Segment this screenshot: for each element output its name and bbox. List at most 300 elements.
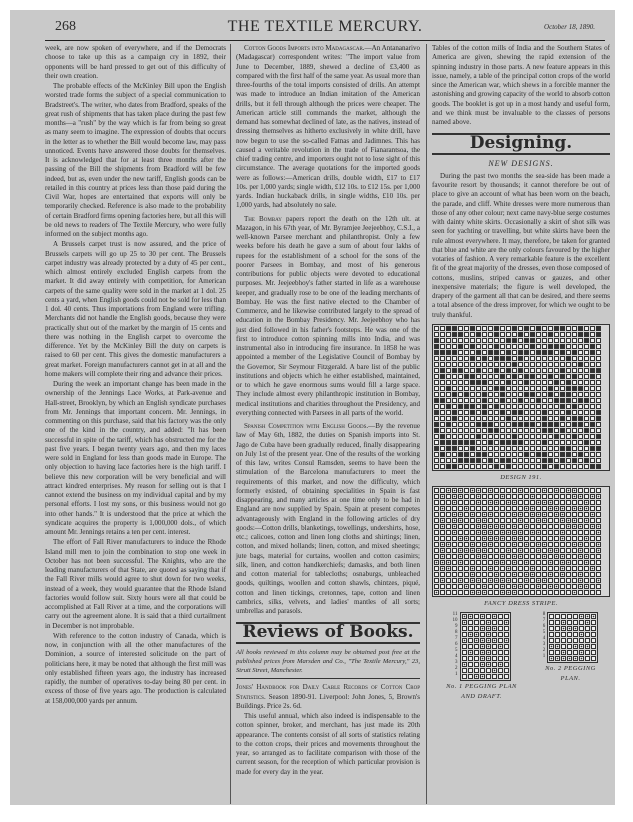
weave-cell	[584, 410, 589, 415]
weave-cell	[536, 350, 541, 355]
weave-cell	[578, 524, 583, 529]
weave-cell	[476, 584, 481, 589]
weave-cell	[530, 536, 535, 541]
weave-cell	[566, 512, 571, 517]
weave-cell	[480, 614, 485, 619]
weave-cell	[584, 434, 589, 439]
weave-cell	[464, 506, 469, 511]
weave-cell	[596, 506, 601, 511]
weave-cell	[434, 548, 439, 553]
weave-cell	[536, 590, 541, 595]
weave-cell	[548, 416, 553, 421]
weave-cell	[548, 434, 553, 439]
weave-cell	[488, 518, 493, 523]
weave-cell	[452, 518, 457, 523]
weave-cell	[464, 368, 469, 373]
weave-cell	[560, 560, 565, 565]
weave-cell	[464, 434, 469, 439]
weave-cell	[476, 530, 481, 535]
weave-cell	[512, 500, 517, 505]
weave-cell	[464, 572, 469, 577]
weave-cell	[572, 512, 577, 517]
row-number: 6	[542, 624, 546, 630]
weave-cell	[542, 374, 547, 379]
weave-cell	[524, 350, 529, 355]
weave-cell	[476, 374, 481, 379]
weave-cell	[524, 566, 529, 571]
weave-cell	[470, 422, 475, 427]
weave-cell	[494, 338, 499, 343]
weave-cell	[488, 566, 493, 571]
weave-cell	[488, 458, 493, 463]
weave-cell	[591, 656, 596, 661]
weave-cell	[446, 554, 451, 559]
weave-cell	[530, 434, 535, 439]
weave-cell	[488, 590, 493, 595]
weave-cell	[566, 428, 571, 433]
weave-cell	[560, 518, 565, 523]
weave-cell	[572, 350, 577, 355]
weave-cell	[494, 536, 499, 541]
weave-cell	[476, 380, 481, 385]
weave-cell	[536, 500, 541, 505]
row-number: 8	[542, 612, 546, 618]
pegging-plan-1-grid	[460, 612, 511, 681]
weave-cell	[500, 404, 505, 409]
weave-cell	[518, 380, 523, 385]
weave-cell	[572, 572, 577, 577]
weave-cell	[554, 374, 559, 379]
pegging-plan-1	[442, 612, 522, 705]
weave-cell	[554, 440, 559, 445]
weave-cell	[434, 362, 439, 367]
weave-cell	[596, 512, 601, 517]
weave-cell	[446, 548, 451, 553]
weave-cell	[482, 380, 487, 385]
weave-cell	[482, 446, 487, 451]
article-paragraph: With reference to the cotton industry of Canada, which is now, in conjunction with all the other manufactures of the Dominion, a source of interested solicitude on the part of politicians here, it may be noted that although the first mill was only established fifteen years ago, the industry has increased rapidly, the number of operatives to-day being 80 per cent. in excess of those of five years ago. The production is calculated at 158,000,000 yards per annum.	[45, 631, 226, 705]
weave-cell	[494, 410, 499, 415]
weave-cell	[434, 332, 439, 337]
article-heading: Spanish Competition with English Goods.—	[244, 422, 376, 430]
weave-cell	[440, 512, 445, 517]
weave-cell	[530, 560, 535, 565]
weave-cell	[434, 404, 439, 409]
weave-cell	[434, 518, 439, 523]
weave-cell	[518, 518, 523, 523]
weave-cell	[524, 536, 529, 541]
weave-cell	[468, 656, 473, 661]
weave-cell	[512, 380, 517, 385]
weave-cell	[578, 578, 583, 583]
weave-cell	[500, 518, 505, 523]
weave-cell	[476, 500, 481, 505]
weave-cell	[492, 650, 497, 655]
weave-cell	[512, 362, 517, 367]
page-number: 268	[55, 19, 76, 34]
weave-cell	[560, 344, 565, 349]
weave-cell	[524, 518, 529, 523]
weave-cell	[512, 356, 517, 361]
weave-cell	[452, 554, 457, 559]
weave-cell	[446, 536, 451, 541]
weave-cell	[440, 434, 445, 439]
weave-cell	[434, 542, 439, 547]
weave-cell	[524, 410, 529, 415]
weave-cell	[440, 350, 445, 355]
weave-cell	[512, 512, 517, 517]
weave-cell	[486, 668, 491, 673]
weave-cell	[434, 344, 439, 349]
masthead-title: THE TEXTILE MERCURY.	[227, 18, 423, 35]
weave-cell	[458, 386, 463, 391]
weave-cell	[530, 368, 535, 373]
weave-cell	[476, 542, 481, 547]
weave-cell	[572, 326, 577, 331]
weave-cell	[506, 338, 511, 343]
weave-cell	[578, 428, 583, 433]
weave-cell	[566, 338, 571, 343]
weave-cell	[579, 644, 584, 649]
weave-cell	[518, 392, 523, 397]
weave-cell	[536, 548, 541, 553]
weave-cell	[566, 392, 571, 397]
weave-cell	[530, 500, 535, 505]
weave-cell	[440, 398, 445, 403]
weave-cell	[518, 536, 523, 541]
weave-cell	[518, 458, 523, 463]
weave-cell	[590, 344, 595, 349]
weave-cell	[536, 332, 541, 337]
row-number: 8	[455, 630, 458, 636]
weave-cell	[572, 440, 577, 445]
weave-cell	[518, 338, 523, 343]
weave-cell	[584, 422, 589, 427]
weave-cell	[554, 404, 559, 409]
weave-cell	[524, 332, 529, 337]
weave-cell	[476, 458, 481, 463]
weave-cell	[590, 416, 595, 421]
weave-cell	[518, 428, 523, 433]
weave-cell	[486, 644, 491, 649]
weave-cell	[464, 590, 469, 595]
weave-cell	[440, 404, 445, 409]
weave-cell	[536, 452, 541, 457]
weave-cell	[578, 452, 583, 457]
weave-cell	[434, 500, 439, 505]
weave-cell	[590, 512, 595, 517]
weave-cell	[462, 650, 467, 655]
weave-cell	[488, 386, 493, 391]
weave-cell	[512, 392, 517, 397]
weave-cell	[440, 542, 445, 547]
weave-cell	[500, 452, 505, 457]
weave-cell	[452, 494, 457, 499]
weave-cell	[440, 500, 445, 505]
weave-cell	[536, 416, 541, 421]
weave-cell	[536, 572, 541, 577]
weave-cell	[596, 338, 601, 343]
weave-cell	[524, 356, 529, 361]
weave-cell	[524, 488, 529, 493]
weave-cell	[452, 524, 457, 529]
weave-cell	[567, 656, 572, 661]
weave-cell	[440, 554, 445, 559]
weave-cell	[504, 614, 509, 619]
weave-cell	[468, 674, 473, 679]
weave-cell	[440, 368, 445, 373]
weave-cell	[518, 332, 523, 337]
weave-cell	[458, 548, 463, 553]
weave-cell	[554, 590, 559, 595]
weave-cell	[486, 650, 491, 655]
weave-cell	[596, 344, 601, 349]
weave-cell	[518, 446, 523, 451]
weave-cell	[452, 500, 457, 505]
weave-cell	[464, 326, 469, 331]
weave-cell	[572, 530, 577, 535]
weave-cell	[554, 434, 559, 439]
weave-cell	[542, 362, 547, 367]
weave-cell	[494, 332, 499, 337]
weave-cell	[596, 326, 601, 331]
weave-cell	[566, 362, 571, 367]
weave-cell	[572, 548, 577, 553]
weave-cell	[561, 656, 566, 661]
weave-cell	[470, 530, 475, 535]
weave-cell	[578, 542, 583, 547]
weave-cell	[500, 410, 505, 415]
weave-cell	[452, 452, 457, 457]
weave-cell	[446, 392, 451, 397]
weave-cell	[585, 650, 590, 655]
weave-cell	[488, 332, 493, 337]
weave-cell	[464, 458, 469, 463]
weave-cell	[536, 584, 541, 589]
weave-cell	[488, 530, 493, 535]
weave-cell	[464, 380, 469, 385]
weave-cell	[518, 506, 523, 511]
weave-cell	[578, 548, 583, 553]
weave-cell	[584, 548, 589, 553]
weave-cell	[486, 638, 491, 643]
weave-cell	[555, 638, 560, 643]
weave-cell	[506, 572, 511, 577]
weave-cell	[452, 566, 457, 571]
weave-cell	[548, 554, 553, 559]
weave-cell	[566, 578, 571, 583]
weave-cell	[464, 536, 469, 541]
weave-cell	[494, 356, 499, 361]
weave-cell	[560, 362, 565, 367]
weave-cell	[452, 338, 457, 343]
weave-cell	[504, 644, 509, 649]
weave-cell	[567, 620, 572, 625]
weave-cell	[470, 434, 475, 439]
weave-cell	[512, 338, 517, 343]
weave-cell	[462, 614, 467, 619]
weave-cell	[518, 410, 523, 415]
weave-cell	[464, 356, 469, 361]
weave-cell	[518, 572, 523, 577]
weave-cell	[494, 506, 499, 511]
weave-cell	[584, 488, 589, 493]
weave-cell	[596, 536, 601, 541]
weave-cell	[560, 392, 565, 397]
weave-cell	[488, 422, 493, 427]
weave-cell	[494, 452, 499, 457]
book-review: This useful annual, which also indeed is indispensable to the cotton spinner, broker, and merchant, has just made its 20th appearance. The contents consist of all sorts of statistics relating to the cotton crops, their prices and movements throughout the year, so arranged as to facilitate comparison with those of the current season, for the reception of which particular provision is made for every day in the year.	[236, 712, 420, 776]
weave-cell	[554, 554, 559, 559]
weave-cell	[458, 560, 463, 565]
weave-cell	[452, 374, 457, 379]
weave-cell	[464, 398, 469, 403]
weave-cell	[584, 584, 589, 589]
weave-cell	[512, 416, 517, 421]
weave-cell	[488, 440, 493, 445]
weave-cell	[434, 560, 439, 565]
weave-cell	[584, 458, 589, 463]
weave-cell	[548, 494, 553, 499]
weave-cell	[572, 410, 577, 415]
weave-cell	[560, 530, 565, 535]
weave-cell	[488, 452, 493, 457]
weave-cell	[434, 422, 439, 427]
weave-cell	[500, 590, 505, 595]
weave-cell	[548, 524, 553, 529]
weave-cell	[480, 632, 485, 637]
weave-cell	[458, 458, 463, 463]
weave-cell	[584, 344, 589, 349]
weave-cell	[500, 362, 505, 367]
weave-cell	[585, 656, 590, 661]
weave-cell	[549, 644, 554, 649]
weave-cell	[492, 626, 497, 631]
weave-cell	[572, 542, 577, 547]
weave-cell	[464, 488, 469, 493]
weave-cell	[492, 668, 497, 673]
weave-cell	[482, 458, 487, 463]
weave-cell	[452, 512, 457, 517]
weave-cell	[482, 398, 487, 403]
weave-cell	[573, 614, 578, 619]
weave-cell	[518, 542, 523, 547]
weave-cell	[584, 506, 589, 511]
weave-cell	[585, 632, 590, 637]
weave-cell	[578, 422, 583, 427]
weave-cell	[518, 554, 523, 559]
weave-cell	[566, 494, 571, 499]
weave-cell	[458, 368, 463, 373]
weave-cell	[482, 554, 487, 559]
weave-cell	[500, 374, 505, 379]
weave-cell	[464, 404, 469, 409]
weave-cell	[596, 386, 601, 391]
weave-cell	[494, 530, 499, 535]
weave-cell	[548, 338, 553, 343]
weave-cell	[506, 326, 511, 331]
weave-cell	[482, 338, 487, 343]
weave-cell	[518, 464, 523, 469]
weave-cell	[561, 620, 566, 625]
weave-cell	[482, 542, 487, 547]
weave-cell	[590, 548, 595, 553]
weave-cell	[524, 416, 529, 421]
weave-cell	[504, 656, 509, 661]
weave-cell	[560, 422, 565, 427]
weave-cell	[549, 626, 554, 631]
weave-cell	[482, 416, 487, 421]
weave-cell	[506, 380, 511, 385]
weave-cell	[488, 548, 493, 553]
weave-cell	[542, 500, 547, 505]
weave-cell	[549, 638, 554, 643]
weave-cell	[591, 614, 596, 619]
weave-cell	[500, 440, 505, 445]
weave-cell	[488, 506, 493, 511]
weave-cell	[542, 560, 547, 565]
weave-cell	[440, 326, 445, 331]
weave-cell	[440, 494, 445, 499]
weave-cell	[536, 554, 541, 559]
weave-cell	[578, 332, 583, 337]
weave-cell	[474, 668, 479, 673]
weave-cell	[596, 578, 601, 583]
weave-cell	[542, 590, 547, 595]
weave-cell	[590, 368, 595, 373]
weave-cell	[524, 368, 529, 373]
weave-cell	[536, 392, 541, 397]
weave-cell	[480, 662, 485, 667]
weave-cell	[434, 494, 439, 499]
weave-cell	[530, 578, 535, 583]
article-body: papers report the death on the 12th ult. at Mazagon, in his 67th year, of Mr. Byramjee Jeejeebhoy, C.S.I., a well-known Parsee merchant and philanthropist. Only a few weeks before his death he gave a sum of about four lakhs of rupees for the establishment of a school for the sons of the poorer Parsees in Bombay, and most of his generous contributions for public objects were devoted to educational purposes. Mr. Jeejeebhoy's father started in life as a warehouse keeper, and gradually rose to be one of the leading merchants of Bombay. He was the first native elected to the Chamber of Commerce, and he likewise contributed largely to the spread of education in the Bombay Presidency. Mr. Jeejeebhoy who has just died followed in his father's footsteps. He was one of the first to introduce cotton spinning mills into India, and was instrumental also in introducing fire insurance. In 1858 he was appointed a member of the Legislative Council of Bombay by the Governor, Sir Seymour Fitzgerald. A bare list of the public institutions and objects which he either established, maintained, or to which he gave enormous sums would fill a large space. They include almost every philanthropic institution in Bombay, medical institutions and charities throughout the Presidency, and everything connected with Parsees in all parts of the world.	[236, 214, 420, 417]
weave-cell	[512, 422, 517, 427]
weave-cell	[494, 434, 499, 439]
weave-cell	[458, 590, 463, 595]
weave-cell	[524, 398, 529, 403]
weave-cell	[518, 578, 523, 583]
weave-cell	[566, 374, 571, 379]
weave-cell	[560, 452, 565, 457]
weave-cell	[572, 356, 577, 361]
weave-cell	[542, 506, 547, 511]
weave-cell	[492, 620, 497, 625]
weave-cell	[560, 572, 565, 577]
weave-cell	[524, 572, 529, 577]
weave-cell	[476, 404, 481, 409]
weave-cell	[506, 392, 511, 397]
weave-cell	[518, 500, 523, 505]
weave-cell	[578, 350, 583, 355]
weave-cell	[596, 464, 601, 469]
weave-cell	[482, 374, 487, 379]
weave-cell	[464, 560, 469, 565]
weave-cell	[578, 434, 583, 439]
weave-cell	[536, 374, 541, 379]
weave-cell	[494, 488, 499, 493]
weave-cell	[440, 362, 445, 367]
weave-cell	[596, 434, 601, 439]
weave-cell	[554, 518, 559, 523]
weave-cell	[488, 338, 493, 343]
weave-cell	[500, 464, 505, 469]
weave-cell	[504, 650, 509, 655]
weave-cell	[506, 452, 511, 457]
weave-cell	[590, 500, 595, 505]
weave-cell	[596, 518, 601, 523]
weave-cell	[578, 386, 583, 391]
